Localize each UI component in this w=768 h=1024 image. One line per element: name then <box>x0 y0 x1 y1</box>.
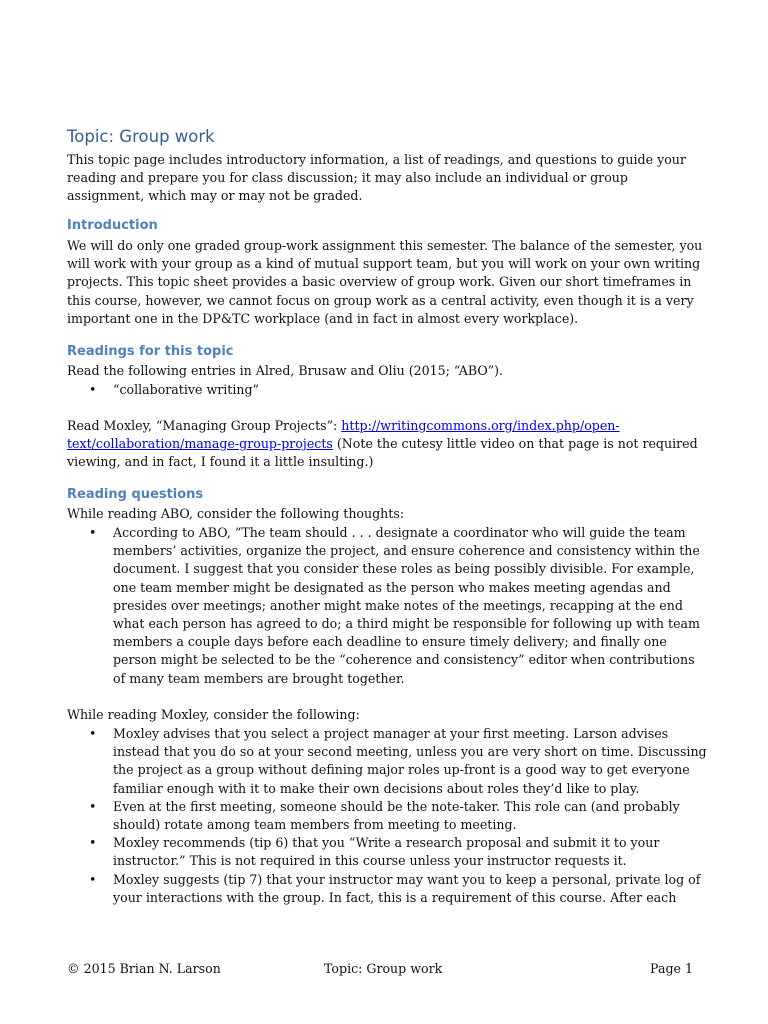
page-title: Topic: Group work <box>67 127 215 146</box>
abo-questions-lead: While reading ABO, consider the following thoughts: <box>67 506 405 521</box>
document-page <box>67 0 707 1024</box>
bullet-icon: • <box>89 382 97 397</box>
moxley-questions-lead: While reading Moxley, consider the following: <box>67 707 360 722</box>
list-item <box>67 725 707 798</box>
list-item <box>67 381 707 399</box>
moxley-questions-list <box>67 725 707 907</box>
bullet-icon: • <box>89 871 97 887</box>
readings-lead: Read the following entries in Alred, Brusaw and Oliu (2015; “ABO”). <box>67 363 504 378</box>
list-item-text: Moxley suggests (tip 7) that your instructor may want you to keep a personal, private log of your interactions with the group. In fact, this is a requirement of this course. After each <box>113 871 701 905</box>
abo-questions-list <box>67 524 707 688</box>
list-item <box>67 871 707 907</box>
list-item <box>67 834 707 870</box>
list-item-text: Moxley recommends (tip 6) that you “Write a research proposal and submit it to your instructor.” This is not required in this course unless your instructor requests it. <box>113 835 660 869</box>
list-item-text: According to ABO, “The team should . . . designate a coordinator who will guide the team members’ activities, organize the project, and ensure coherence and consistency within the document. I suggest that you consider these roles as being possibly divisible. For example, one team member might be designated as the person who makes meeting agendas and presides over meetings; another might make notes of the meetings, recapping at the end what each person has agreed to do; a third might be responsible for following up with team members a couple days before each deadline to ensure timely delivery; and finally one person might be selected to be the “coherence and consistency” editor when contributions of many team members are brought together. <box>113 525 700 686</box>
bullet-icon: • <box>89 525 97 540</box>
intro-paragraph: This topic page includes introductory information, a list of readings, and questions to guide your reading and prepare you for class discussion; it may also include an individual or group assignment, which may or may not be graded. <box>67 152 686 204</box>
list-item <box>67 798 707 834</box>
moxley-reading-note: (Note the cutesy little video on that page is not required viewing, and in fact, I found it a little insulting.) <box>67 436 698 470</box>
reading-questions-heading: Reading questions <box>67 487 204 502</box>
list-item-text: Even at the first meeting, someone should be the note-taker. This role can (and probably should) rotate among team members from meeting to meeting. <box>113 798 680 833</box>
bullet-icon: • <box>89 726 97 741</box>
bullet-icon: • <box>89 835 97 851</box>
readings-heading: Readings for this topic <box>67 344 234 359</box>
list-item <box>67 524 707 688</box>
footer-page-number: Page 1 <box>650 961 693 976</box>
footer-topic: Topic: Group work <box>324 961 443 976</box>
footer-copyright: © 2015 Brian N. Larson <box>67 961 221 976</box>
readings-list <box>67 381 707 399</box>
moxley-article-link[interactable]: http://writingcommons.org/index.php/open-text/collaboration/manage-group-projects <box>67 418 620 452</box>
moxley-reading-text: Read Moxley, “Managing Group Projects”: <box>67 418 342 433</box>
introduction-paragraph: We will do only one graded group-work assignment this semester. The balance of the semester, you will work with your group as a kind of mutual support team, but you will work on your own writing projects. This topic sheet provides a basic overview of group work. Given our short timeframes in this course, however, we cannot focus on group work as a central activity, even though it is a very important one in the DP&TC workplace (and in fact in almost every workplace). <box>67 238 703 326</box>
list-item-text: Moxley advises that you select a project manager at your first meeting. Larson advises instead that you do so at your second meeting, unless you are very short on time. Discussing the project as a group without defining major roles up-front is a good way to get everyone familiar enough with it to make their own decisions about roles they’d like to play. <box>113 726 707 796</box>
list-item-text: “collaborative writing” <box>113 382 259 397</box>
moxley-reading-paragraph <box>67 417 707 472</box>
introduction-heading: Introduction <box>67 218 158 233</box>
bullet-icon: • <box>89 798 97 814</box>
